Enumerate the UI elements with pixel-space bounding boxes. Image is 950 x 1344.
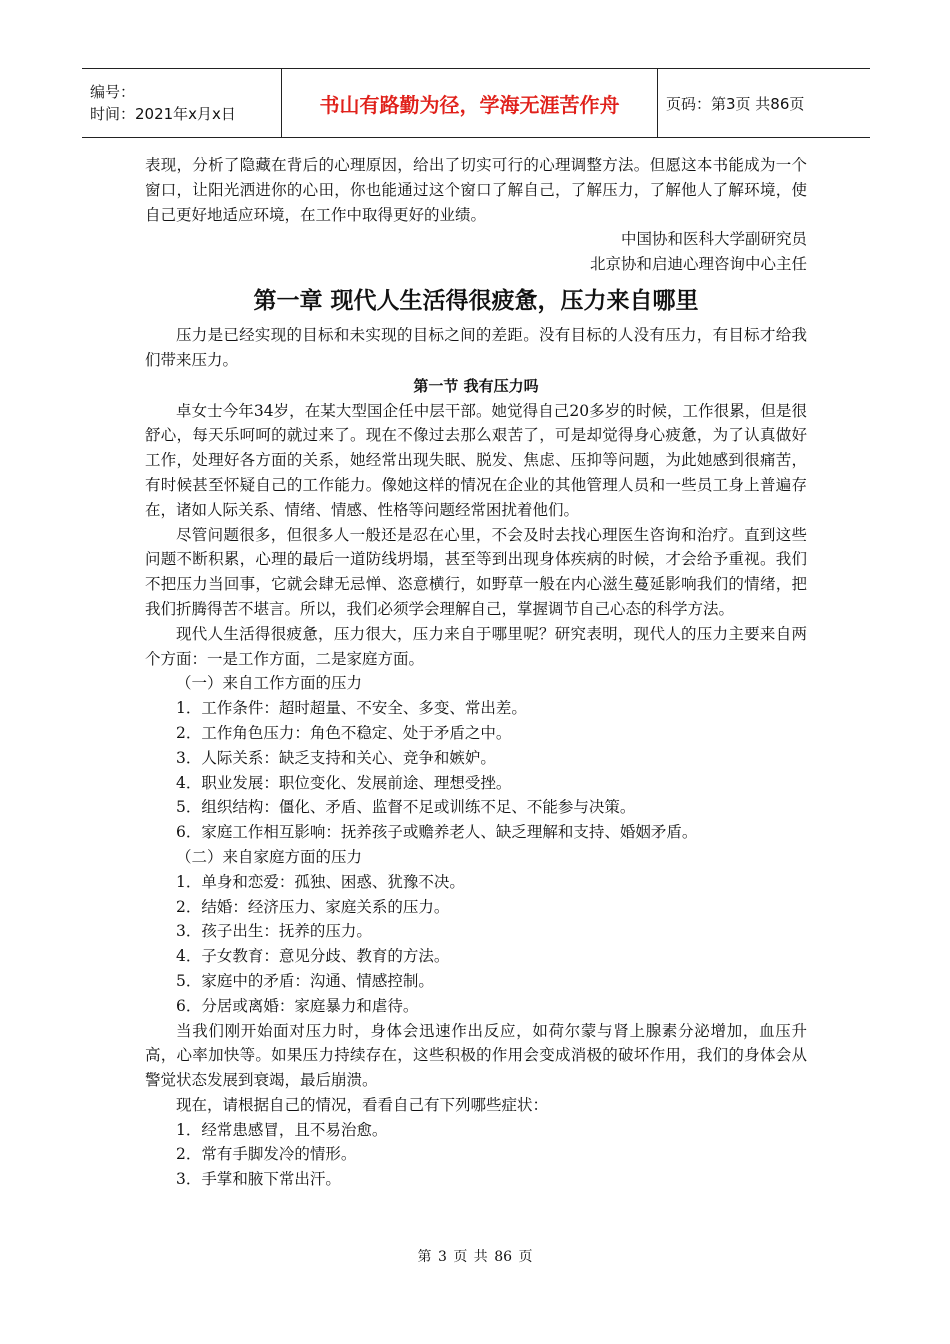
header-meta — [82, 69, 282, 137]
time-label: 时间：2021年x月x日 — [90, 105, 236, 123]
chapter-title: 第一章 现代人生活得很疲惫，压力来自哪里 — [253, 287, 699, 314]
list-item: 6．家庭工作相互影响：抚养孩子或赡养老人、缺乏理解和支持、婚姻矛盾。 — [176, 823, 698, 842]
work-heading: （一）来自工作方面的压力 — [176, 674, 363, 693]
list-item: 3．手掌和腋下常出汗。 — [176, 1170, 341, 1189]
body-paragraph: 卓女士今年34岁，在某大型国企任中层干部。她觉得自己20多岁的时候，工作很累，但是很舒心，每天乐呵呵的就过来了。现在不像过去那么艰苦了，可是却觉得身心疲惫，为了认真做好工作，处理好各方面的关系，她经常出现失眠、脱发、焦虑、压抑等问题，为此她感到很痛苦，有时候甚至怀疑自己的工作能力。像她这样的情况在企业的其他管理人员和一些员工身上普遍存在，诸如人际关系、情绪、情感、性格等问题经常困扰着他们。 — [145, 401, 807, 519]
family-heading: （二）来自家庭方面的压力 — [176, 847, 363, 866]
signature-line-1: 中国协和医科大学副研究员 — [620, 230, 807, 249]
document-body — [145, 153, 807, 1192]
list-item: 3．人际关系：缺乏支持和关心、竞争和嫉妒。 — [176, 748, 496, 767]
list-item: 4．职业发展：职位变化、发展前途、理想受挫。 — [176, 773, 512, 792]
footer-total-pages: 86 — [494, 1249, 513, 1265]
page-footer — [0, 1246, 950, 1266]
header-motto — [282, 69, 658, 137]
list-item: 1．单身和恋爱：孤独、困惑、犹豫不决。 — [176, 872, 465, 891]
footer-page-number: 3 — [437, 1249, 447, 1265]
signature-line-2: 北京协和启迪心理咨询中心主任 — [589, 255, 807, 274]
chapter-intro: 压力是已经实现的目标和未实现的目标之间的差距。没有目标的人没有压力，有目标才给我们带来压力。 — [145, 325, 807, 369]
list-item: 2．结婚：经济压力、家庭关系的压力。 — [176, 897, 450, 916]
motto-text: 书山有路勤为径，学海无涯苦作舟 — [319, 92, 620, 117]
list-item: 6．分居或离婚：家庭暴力和虐待。 — [176, 996, 419, 1015]
reaction-paragraph: 当我们刚开始面对压力时，身体会迅速作出反应，如荷尔蒙与肾上腺素分泌增加，血压升高，心率加快等。如果压力持续存在，这些积极的作用会变成消极的破坏作用，我们的身体会从警觉状态发展到衰竭，最后崩溃。 — [145, 1021, 807, 1090]
footer-word: 共 — [473, 1249, 488, 1265]
footer-word: 页 — [518, 1249, 533, 1265]
number-label: 编号： — [90, 83, 136, 101]
list-item: 1．经常患感冒，且不易治愈。 — [176, 1120, 388, 1139]
list-item: 5．组织结构：僵化、矛盾、监督不足或训练不足、不能参与决策。 — [176, 798, 636, 817]
body-paragraph: 现代人生活得很疲惫，压力很大，压力来自于哪里呢？研究表明，现代人的压力主要来自两个方面：一是工作方面，二是家庭方面。 — [145, 624, 807, 668]
footer-word: 第 — [417, 1249, 432, 1265]
list-item: 1．工作条件：超时超量、不安全、多变、常出差。 — [176, 699, 527, 718]
footer-word: 页 — [453, 1249, 468, 1265]
list-item: 2．工作角色压力：角色不稳定、处于矛盾之中。 — [176, 723, 512, 742]
header-page-info — [658, 69, 870, 137]
symptom-prompt: 现在，请根据自己的情况，看看自己有下列哪些症状： — [176, 1095, 549, 1114]
section-title: 第一节 我有压力吗 — [413, 376, 539, 395]
list-item: 2．常有手脚发冷的情形。 — [176, 1145, 357, 1164]
page-header — [82, 68, 870, 138]
body-paragraph: 尽管问题很多，但很多人一般还是忍在心里，不会及时去找心理医生咨询和治疗。直到这些问题不断积累，心理的最后一道防线坍塌，甚至等到出现身体疾病的时候，才会给予重视。我们不把压力当回事，它就会肆无忌惮、恣意横行，如野草一般在内心滋生蔓延影响我们的情绪，把我们折腾得苦不堪言。所以，我们必须学会理解自己，掌握调节自己心态的科学方法。 — [145, 525, 807, 618]
list-item: 4．子女教育：意见分歧、教育的方法。 — [176, 947, 450, 966]
list-item: 3．孩子出生：抚养的压力。 — [176, 922, 372, 941]
page-info-text: 页码：第3页 共86页 — [666, 94, 805, 113]
intro-paragraph: 表现，分析了隐藏在背后的心理原因，给出了切实可行的心理调整方法。但愿这本书能成为一个窗口，让阳光洒进你的心田，你也能通过这个窗口了解自己，了解压力，了解他人了解环境，使自己更好地适应环境，在工作中取得更好的业绩。 — [145, 156, 807, 224]
list-item: 5．家庭中的矛盾：沟通、情感控制。 — [176, 971, 434, 990]
